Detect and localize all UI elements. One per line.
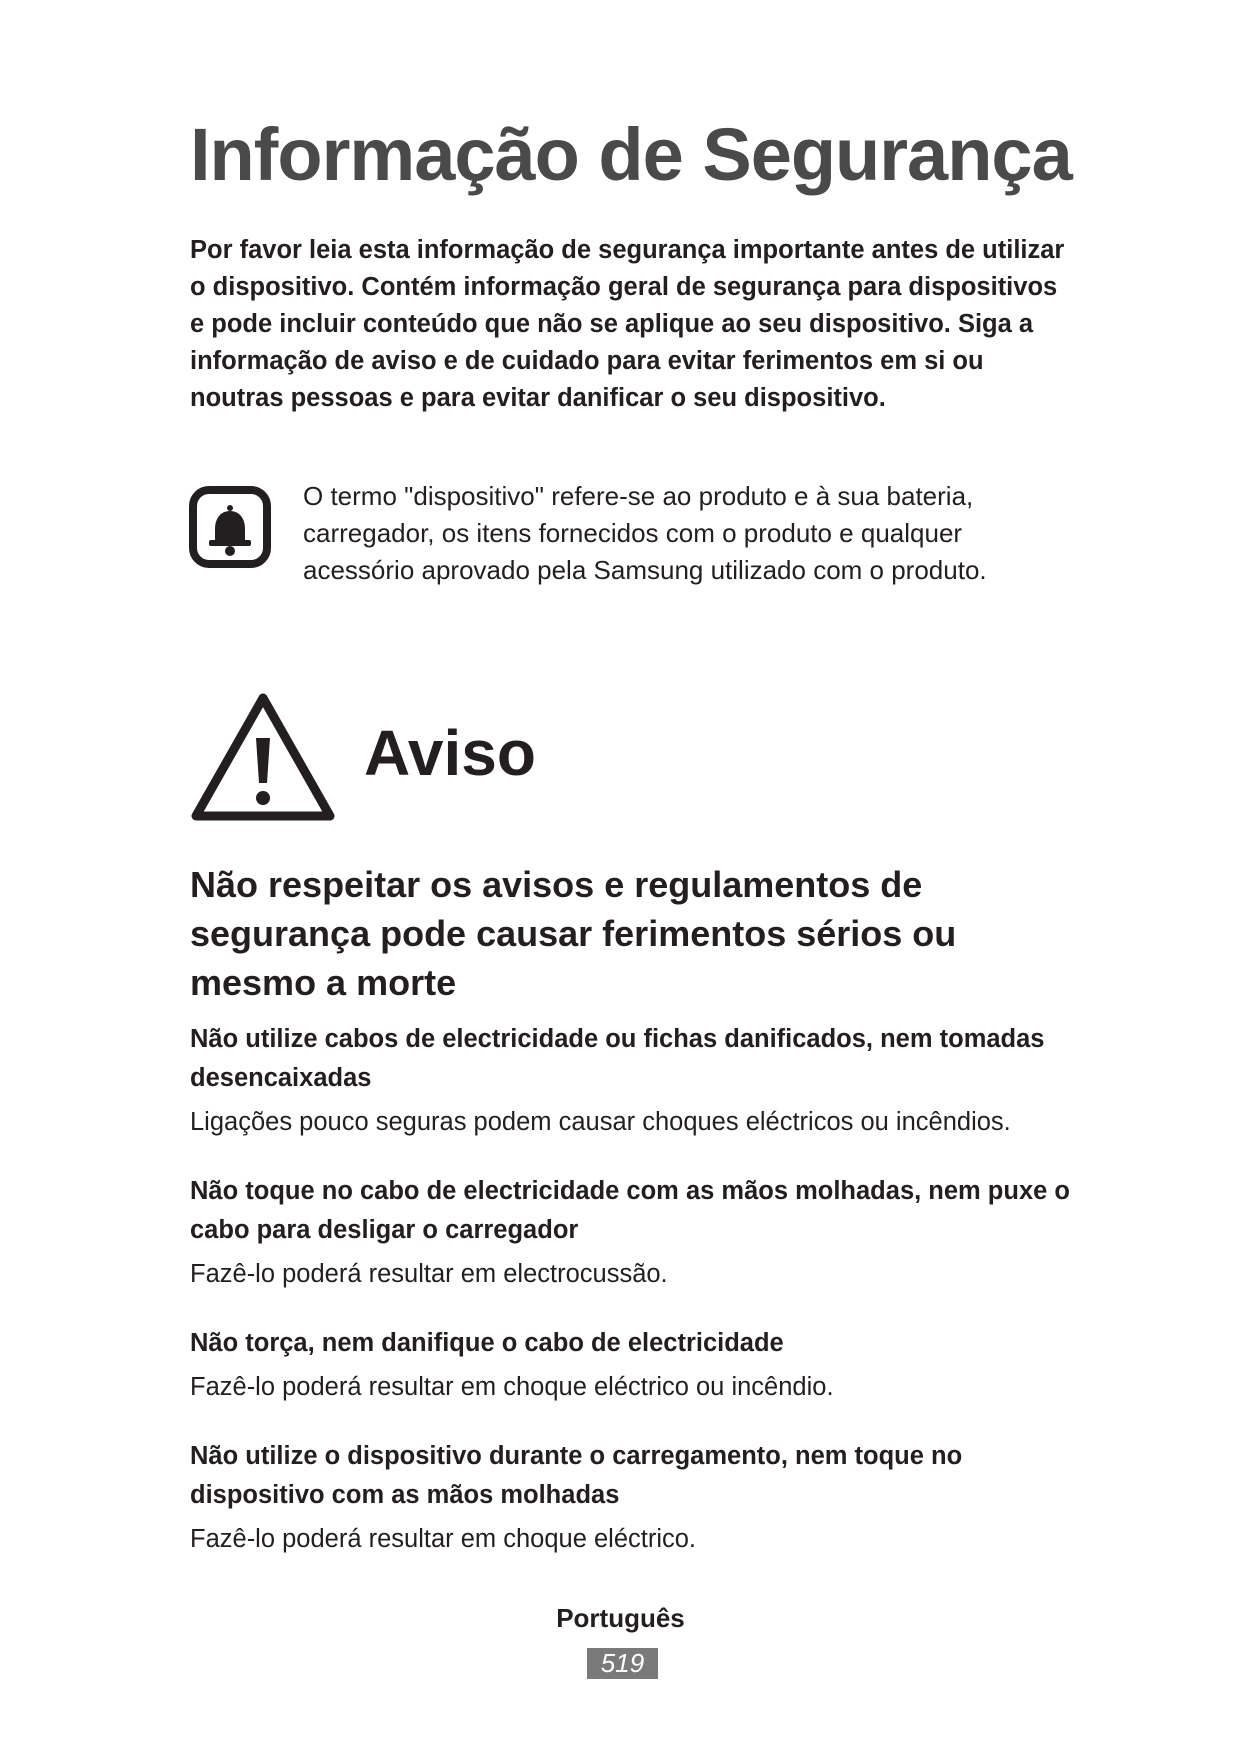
warning-item-body: Fazê-lo poderá resultar em choque eléctrico ou incêndio. (190, 1373, 834, 1401)
note-text: O termo "dispositivo" refere-se ao produto e à sua bateria, carregador, os itens fornecidos com o produto e qualquer acessório aprovado pela Samsung utilizado com o produto. (303, 481, 987, 585)
warning-item-title: Não toque no cabo de electricidade com as mãos molhadas, nem puxe o cabo para desligar o carregador (190, 1177, 1070, 1244)
warning-title: Aviso (364, 717, 536, 789)
warning-item-title: Não torça, nem danifique o cabo de electricidade (190, 1329, 784, 1357)
warning-item (190, 1324, 1070, 1406)
intro-paragraph: Por favor leia esta informação de segurança importante antes de utilizar o dispositivo. Contém informação geral de segurança para dispositivos e pode incluir conteúdo que não se aplique ao seu dispositivo. Siga a informação de aviso e de cuidado para evitar ferimentos em si ou noutras pessoas e para evitar danificar o seu dispositivo. (190, 236, 1065, 412)
warning-item (190, 1437, 1070, 1558)
section-heading: Não respeitar os avisos e regulamentos de segurança pode causar ferimentos sérios ou mesmo a morte (190, 864, 957, 1003)
notice-bell-icon (188, 485, 272, 569)
footer-language: Português (556, 1603, 685, 1633)
page-title: Informação de Segurança (190, 113, 1072, 196)
warning-item-body: Ligações pouco seguras podem causar choques eléctricos ou incêndios. (190, 1108, 1011, 1136)
warning-triangle-icon (188, 688, 338, 824)
warning-item-body: Fazê-lo poderá resultar em choque eléctrico. (190, 1525, 697, 1553)
warning-item-body: Fazê-lo poderá resultar em electrocussão. (190, 1260, 668, 1288)
warning-item (190, 1020, 1070, 1141)
warning-item-title: Não utilize cabos de electricidade ou fichas danificados, nem tomadas desencaixadas (190, 1025, 1045, 1092)
page-number-badge: 519 (587, 1648, 658, 1679)
warning-item-title: Não utilize o dispositivo durante o carregamento, nem toque no dispositivo com as mãos molhadas (190, 1442, 963, 1509)
warning-item (190, 1172, 1070, 1293)
